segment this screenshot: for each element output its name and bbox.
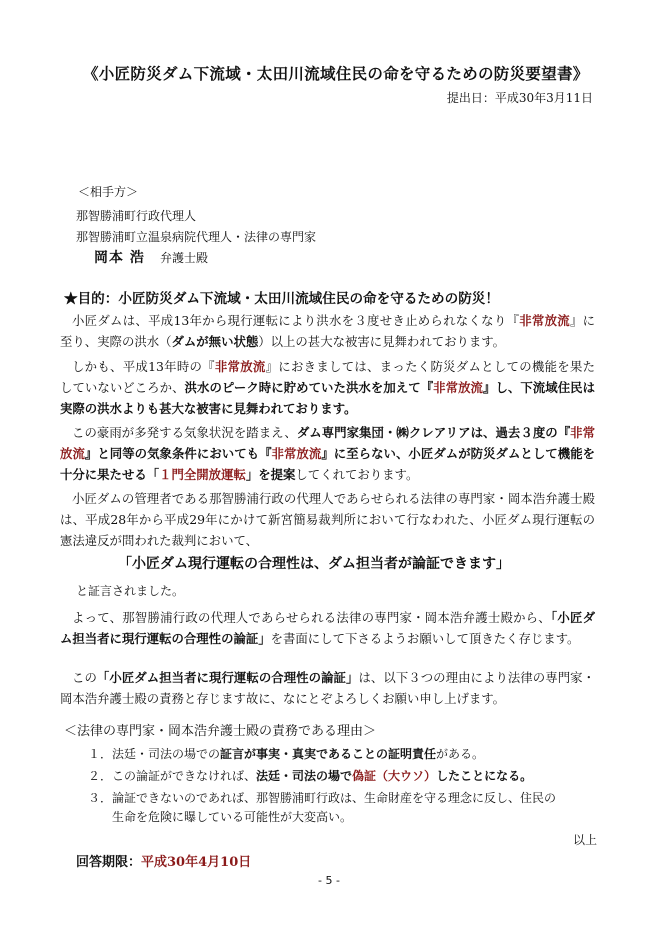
- reason-2-emph-c: したことになる。: [436, 769, 533, 783]
- purpose-heading: ★目的：小匠防災ダム下流域・太田川流域住民の命を守るための防災！: [64, 291, 499, 307]
- reason-3-text-a: 論証できないのであれば、那智勝浦町行政は、生命財産を守る理念に反し、住民の: [112, 791, 557, 805]
- p6-emph-a: 「小匠ダム担当者に現行運転の合理性の論証」: [96, 670, 359, 685]
- paragraph-4: 小匠ダムの管理者である那智勝浦行政の代理人であらせられる法律の専門家・岡本浩弁護士殿は、平成28年から平成29年にかけて新宮簡易裁判所において行なわれた、小匠ダム現行運転の憲法違反が問われた裁判において、: [60, 491, 595, 548]
- p3-emph-g: 」を提案: [245, 467, 296, 482]
- p1-text-c: ）以上の甚大な被害に見舞われております。: [258, 334, 506, 349]
- reason-2-number: ２．: [88, 769, 113, 783]
- page-number: - 5 -: [318, 874, 340, 887]
- reason-2-text-a: この論証ができなければ、: [112, 769, 257, 783]
- p3-text-a: この豪雨が多発する気象状況を踏まえ、: [72, 425, 297, 440]
- document-title: 《小匠防災ダム下流域・太田川流域住民の命を守るための防災要望書》: [83, 64, 589, 83]
- court-quote: 「小匠ダム現行運転の合理性は、ダム担当者が論証できます」: [118, 556, 510, 572]
- p2-emph-a: 非常放流: [214, 359, 266, 374]
- reason-1: [88, 745, 484, 762]
- paragraph-6: [60, 667, 595, 709]
- deadline-label: 回答期限：: [76, 855, 142, 870]
- p6-text-b: は、以下３つの理由により法律の専門家・岡本浩弁護士殿の責務と存じます故に、なにとぞよろしくお願い申し上げます。: [60, 670, 596, 706]
- reason-1-emph: 証言が事実・真実であることの証明責任: [220, 747, 437, 761]
- reason-3-continued: 生命を危険に曝している可能性が大変高い。: [112, 810, 353, 824]
- reason-1-text-b: がある。: [436, 747, 485, 761]
- p1-text-b: 』に至り、実際の洪水（: [60, 313, 596, 349]
- reason-3-number: ３．: [88, 791, 113, 805]
- p5-text-b: を書面にして下さるようお願いして頂きたく存じます。: [270, 631, 580, 646]
- paragraph-3: [60, 422, 595, 485]
- p6-text-a: この: [72, 670, 97, 685]
- p2-emph-b: 洪水のピーク時に貯めていた洪水を加えて『: [184, 380, 434, 395]
- testified-text: と証言されました。: [76, 584, 185, 598]
- p3-emph-b: 非常放流: [60, 425, 596, 461]
- deadline: [76, 851, 251, 870]
- p3-emph-e: 』に至らない、小匠ダムが防災ダムとして機能を十分に果たせる「: [60, 446, 596, 482]
- reason-1-text-a: 法廷・司法の場での: [112, 747, 221, 761]
- recipient-label: ＜相手方＞: [78, 185, 139, 199]
- paragraph-5: [60, 607, 595, 649]
- recipient-name: 岡本 浩: [94, 250, 145, 266]
- p3-emph-a: ダム専門家集団・㈱クレアリアは、過去３度の『: [296, 425, 571, 440]
- recipient-line-1: 那智勝浦町行政代理人: [76, 209, 197, 223]
- reason-3: [88, 789, 556, 806]
- recipient-name-row: [94, 247, 208, 267]
- recipient-honorific: 弁護士殿: [159, 251, 208, 265]
- submit-date: 提出日：平成30年3月11日: [446, 91, 593, 105]
- p3-emph-c: 』と同等の気象条件においても『: [84, 446, 272, 461]
- p3-emph-f: １門全開放運転: [159, 467, 246, 482]
- paragraph-1: [60, 310, 595, 352]
- closing-text: 以上: [573, 833, 598, 847]
- p2-text-b: 』におきましては、まったく防災ダムとしての機能を果たしていないどころか、: [60, 359, 596, 395]
- reasons-heading: ＜法律の専門家・岡本浩弁護士殿の責務である理由＞: [64, 724, 377, 739]
- p5-emph-a: 「小匠ダム担当者に現行運転の合理性の論証」: [60, 610, 595, 646]
- p5-text-a: よって、那智勝浦行政の代理人であらせられる法律の専門家・岡本浩弁護士殿から、: [72, 610, 551, 625]
- reason-2: [88, 767, 532, 784]
- reason-2-emph-a: 法廷・司法の場で: [256, 769, 353, 783]
- reason-2-emph-b: 偽証（大ウソ）: [352, 769, 437, 783]
- p2-text-a: しかも、平成13年時の『: [72, 359, 215, 374]
- p1-text-a: 小匠ダムは、平成13年から現行運転により洪水を３度せき止められなくなり『: [72, 313, 520, 328]
- paragraph-2: [60, 356, 595, 419]
- p2-emph-c: 非常放流: [433, 380, 483, 395]
- p1-emph-b: ダムが無い状態: [171, 334, 259, 349]
- p3-emph-d: 非常放流: [271, 446, 322, 461]
- p3-text-b: してくれております。: [295, 467, 419, 482]
- deadline-value: 平成30年4月10日: [141, 855, 252, 870]
- p2-emph-d: 』し、下流域住民は実際の洪水よりも甚大な被害に見舞われております。: [60, 380, 596, 416]
- reason-1-number: １．: [88, 747, 113, 761]
- recipient-line-2: 那智勝浦町立温泉病院代理人・法律の専門家: [76, 230, 317, 244]
- p1-emph-a: 非常放流: [519, 313, 570, 328]
